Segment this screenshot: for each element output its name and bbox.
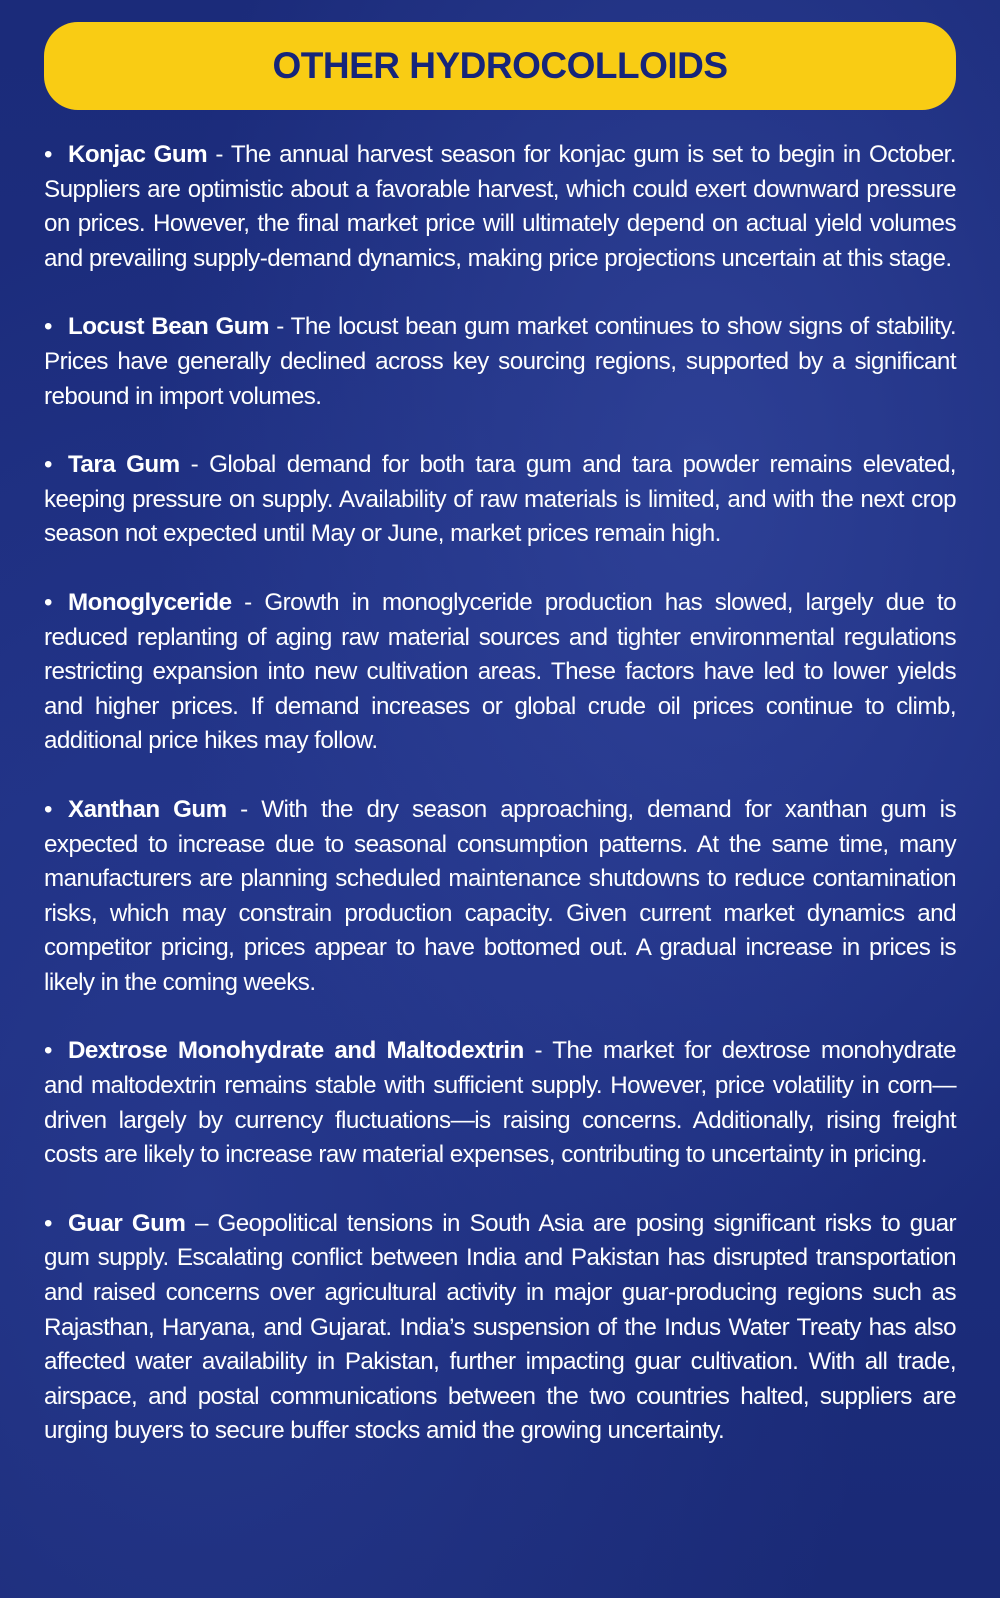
item-name: Monoglyceride xyxy=(68,588,232,616)
list-item-konjac-gum xyxy=(44,138,956,276)
item-text: The annual harvest season for konjac gum is set to begin in October. Suppliers are optimistic about a favorable harvest, which could exert downward pressure on prices. However, the final market price will ultimately depend on actual yield volumes and prevailing supply-demand dynamics, making price projections uncertain at this stage. xyxy=(44,141,956,272)
item-separator: – xyxy=(185,1209,218,1237)
list-item-tara-gum xyxy=(44,448,956,552)
bullet-icon: • xyxy=(44,141,52,168)
list-item-guar-gum xyxy=(44,1207,956,1449)
item-text: Global demand for both tara gum and tara powder remains elevated, keeping pressure on supply. Availability of raw materials is limited, and with the next crop season not expected until May or June, market prices remain high. xyxy=(44,451,956,548)
item-text: Growth in monoglyceride production has slowed, largely due to reduced replanting of aging raw material sources and tighter environmental regulations restricting expansion into new cultivation areas. These factors have led to lower yields and higher prices. If demand increases or global crude oil prices continue to climb, additional price hikes may follow. xyxy=(44,588,956,755)
bullet-icon: • xyxy=(44,795,52,823)
bullet-icon: • xyxy=(44,1209,52,1237)
item-name: Konjac Gum xyxy=(68,141,208,168)
bullet-icon: • xyxy=(44,1037,52,1065)
item-name: Guar Gum xyxy=(68,1209,186,1237)
item-name: Tara Gum xyxy=(68,451,180,479)
list-item-locust-bean-gum xyxy=(44,310,956,414)
list-item-monoglyceride xyxy=(44,586,956,759)
item-name: Dextrose Monohydrate and Maltodextrin xyxy=(68,1037,524,1065)
item-separator: - xyxy=(231,588,265,616)
item-name: Xanthan Gum xyxy=(68,795,227,823)
bullet-icon: • xyxy=(44,313,52,341)
item-separator: - xyxy=(226,795,262,823)
bullet-icon: • xyxy=(44,451,52,479)
item-separator: - xyxy=(207,141,231,168)
page-title: OTHER HYDROCOLLOIDS xyxy=(272,45,728,86)
item-separator: - xyxy=(523,1037,553,1065)
hydrocolloid-list xyxy=(44,138,956,1449)
item-text: Geopolitical tensions in South Asia are posing significant risks to guar gum supply. Escalating conflict between India and Pakistan has disrupted transportation and raised concerns over agricultural activity in major guar-producing regions such as Rajasthan, Haryana, and Gujarat. India’s suspension of the Indus Water Treaty has also affected water availability in Pakistan, further impacting guar cultivation. With all trade, airspace, and postal communications between the two countries halted, suppliers are urging buyers to secure buffer stocks amid the growing uncertainty. xyxy=(44,1209,956,1445)
item-separator: - xyxy=(268,313,291,341)
list-item-xanthan-gum xyxy=(44,793,956,1001)
item-name: Locust Bean Gum xyxy=(68,313,269,341)
title-banner xyxy=(44,22,956,110)
item-text: The market for dextrose monohydrate and maltodextrin remains stable with sufficient supply. However, price volatility in corn—driven largely by currency fluctuations—is raising concerns. Additionally, rising freight costs are likely to increase raw material expenses, contributing to uncertainty in pricing. xyxy=(44,1037,956,1169)
item-separator: - xyxy=(179,451,210,479)
item-text: The locust bean gum market continues to show signs of stability. Prices have generally declined across key sourcing regions, supported by a significant rebound in import volumes. xyxy=(44,313,956,410)
bullet-icon: • xyxy=(44,588,52,616)
list-item-dextrose-maltodextrin xyxy=(44,1034,956,1172)
item-text: With the dry season approaching, demand for xanthan gum is expected to increase due to seasonal consumption patterns. At the same time, many manufacturers are planning scheduled maintenance shutdowns to reduce contamination risks, which may constrain production capacity. Given current market dynamics and competitor pricing, prices appear to have bottomed out. A gradual increase in prices is likely in the coming weeks. xyxy=(44,795,956,996)
